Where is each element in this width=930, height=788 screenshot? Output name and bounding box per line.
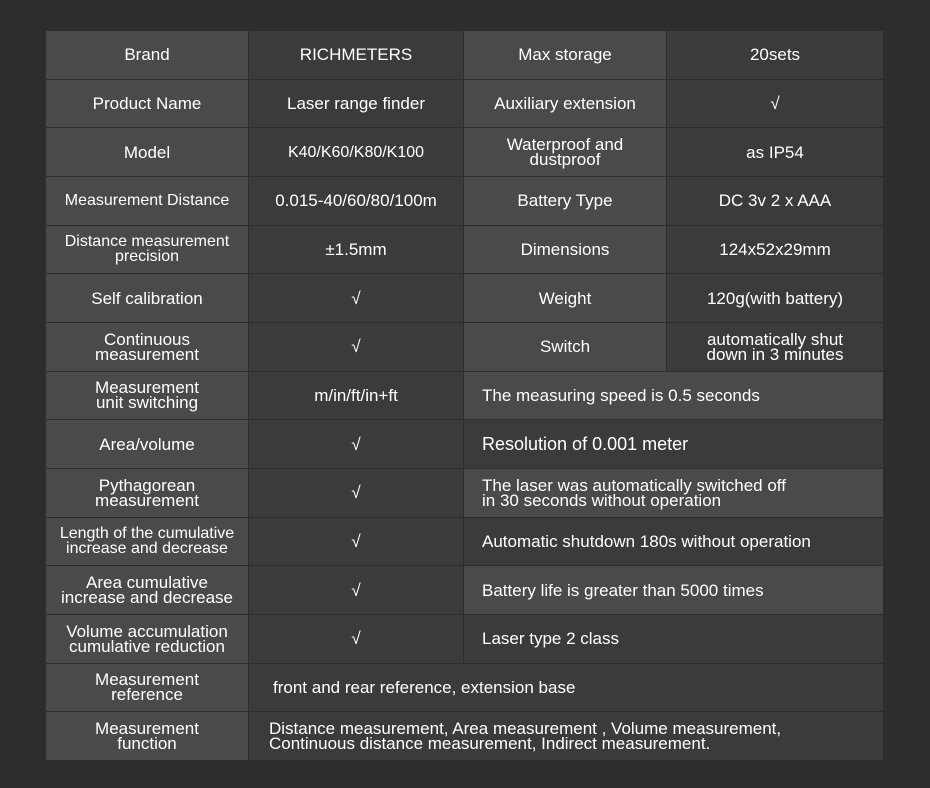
feature-note: The measuring speed is 0.5 seconds [464,372,884,421]
model-value: K40/K60/K80/K100 [249,128,464,177]
cumulative-length-value: √ [249,518,464,567]
self-calibration-label: Self calibration [46,274,249,323]
pythagorean-label: Pythagorean measurement [46,469,249,518]
continuous-measurement-value: √ [249,323,464,372]
measurement-function-label: Measurement function [46,712,249,761]
max-storage-value: 20sets [667,31,884,80]
dimensions-value: 124x52x29mm [667,226,884,275]
brand-value: RICHMETERS [249,31,464,80]
unit-switching-label: Measurement unit switching [46,372,249,421]
waterproof-value: as IP54 [667,128,884,177]
area-volume-label: Area/volume [46,420,249,469]
product-name-value: Laser range finder [249,80,464,129]
weight-label: Weight [464,274,667,323]
auxiliary-extension-value: √ [667,80,884,129]
volume-accumulation-value: √ [249,615,464,664]
switch-label: Switch [464,323,667,372]
area-cumulative-label: Area cumulative increase and decrease [46,566,249,615]
product-name-label: Product Name [46,80,249,129]
auxiliary-extension-label: Auxiliary extension [464,80,667,129]
measurement-distance-value: 0.015-40/60/80/100m [249,177,464,226]
max-storage-label: Max storage [464,31,667,80]
pythagorean-value: √ [249,469,464,518]
brand-label: Brand [46,31,249,80]
weight-value: 120g(with battery) [667,274,884,323]
model-label: Model [46,128,249,177]
self-calibration-value: √ [249,274,464,323]
area-cumulative-value: √ [249,566,464,615]
volume-accumulation-label: Volume accumulation cumulative reduction [46,615,249,664]
feature-note: The laser was automatically switched off in 30 seconds without operation [464,469,884,518]
measurement-reference-value: front and rear reference, extension base [249,664,884,713]
measurement-distance-label: Measurement Distance [46,177,249,226]
cumulative-length-label: Length of the cumulative increase and decrease [46,518,249,567]
precision-value: ±1.5mm [249,226,464,275]
measurement-function-value: Distance measurement, Area measurement , Volume measurement, Continuous distance measurement, Indirect measurement. [249,712,884,761]
dimensions-label: Dimensions [464,226,667,275]
waterproof-label: Waterproof and dustproof [464,128,667,177]
measurement-reference-label: Measurement reference [46,664,249,713]
switch-value: automatically shut down in 3 minutes [667,323,884,372]
battery-type-label: Battery Type [464,177,667,226]
feature-note: Resolution of 0.001 meter [464,420,884,469]
area-volume-value: √ [249,420,464,469]
feature-note: Automatic shutdown 180s without operation [464,518,884,567]
feature-note: Battery life is greater than 5000 times [464,566,884,615]
continuous-measurement-label: Continuous measurement [46,323,249,372]
spec-table [46,31,884,761]
precision-label: Distance measurement precision [46,226,249,275]
feature-note: Laser type 2 class [464,615,884,664]
battery-type-value: DC 3v 2 x AAA [667,177,884,226]
unit-switching-value: m/in/ft/in+ft [249,372,464,421]
